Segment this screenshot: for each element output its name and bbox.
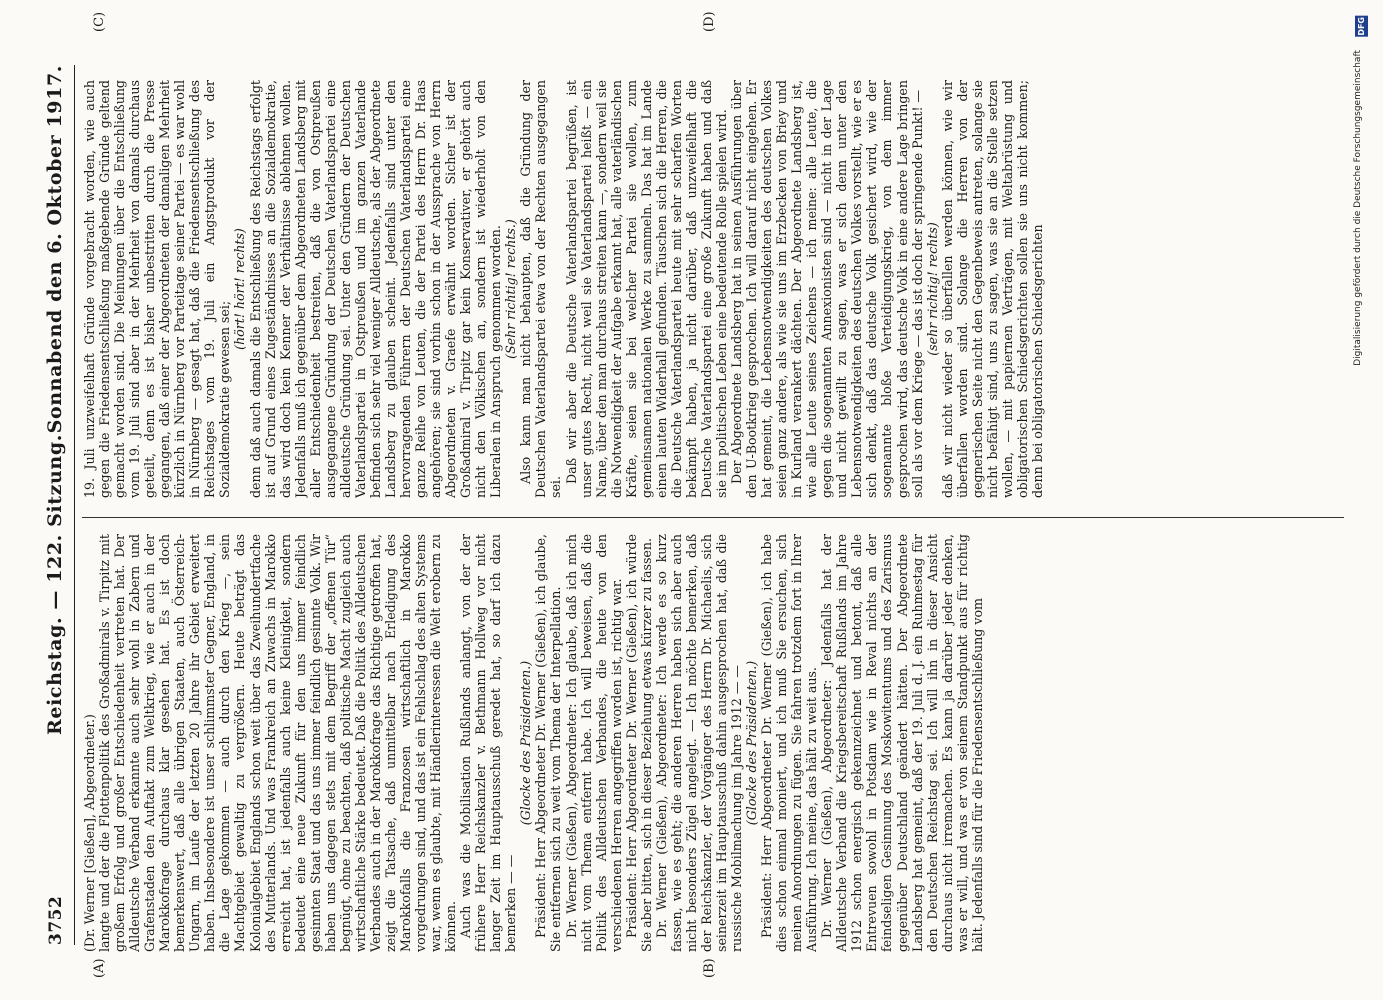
paragraph: Präsident: Herr Abgeordneter Dr. Werner (Gießen), ich habe dies schon einmal moniert, und ich muß Sie ersuchen, sich meinen Anordnungen zu fügen. Sie fahren trotzdem fort in Ihrer Ausführung. Ich meine, das hält zu weit aus.	[759, 534, 820, 952]
paragraph: Dr. Werner (Gießen), Abgeordneter: Ich werde es so kurz fassen, wie es geht; die anderen Herren haben sich aber auch nicht besonders Zügel angelegt. — Ich möchte bemerken, daß der Reichskanzler, der Vorgänger des Herrn Dr. Michaelis, sich seinerzeit im Hauptausschuß dahin ausgesprochen hat, daß die russische Mobilmachung im Jahre 1912 — —	[653, 534, 745, 952]
session-title: Reichstag. — 122. Sitzung.	[44, 434, 66, 735]
interjection: (sehr richtig! rechts)	[924, 222, 940, 356]
paragraph: denn daß auch damals die Entschließung des Reichstags erfolgt ist auf Grund eines Zugeständnisses an die Sozialdemokratie, das wird doch kein Kenner der Verhältnisse ablehnen wollen. Jedenfalls muß ich gegenüber dem Abgeordneten Landsberg mit aller Entschiedenheit bestreiten, daß die von Ostpreußen ausgegangene Gründung der Deutschen Vaterlandspartei eine alldeutsche Gründung sei. Unter den Gründern der Deutschen Vaterlandspartei in Ostpreußen und im ganzen Vaterlande befinden sich sehr viel weniger Alldeutsche, als der Abgeordnete Landsberg zu glauben scheint. Jedenfalls sind unter den hervorragenden Führern der Deutschen Vaterlandspartei eine ganze Reihe von Leuten, die der Partei des Herrn Dr. Haas angehören; sie sind vorhin schon in der Aussprache von Herrn Abgeordneten v. Graefe erwähnt worden. Sicher ist der Großadmiral v. Tirpitz gar kein Konservativer, er gehört auch nicht den Völkischen an, sondern ist wiederholt von den Liberalen in Anspruch genommen worden.	[247, 80, 504, 498]
margin-marker-d: (D)	[702, 11, 717, 32]
page-header	[40, 65, 75, 945]
page-number: 3752	[46, 895, 66, 945]
paragraph: Präsident: Herr Abgeordneter Dr. Werner (Gießen), ich würde Sie aber bitten, sich in dieser Beziehung etwas kürzer zu fassen.	[623, 534, 654, 952]
paragraph: Der Abgeordnete Landsberg hat in seinen Ausführungen über den U-Bootkrieg gesprochen. Ich will darauf nicht eingehen. Er hat gemeint, die Lebensnotwendigkeiten des deutschen Volkes seien ganz andere, als wie sie uns im Erzbecken von Briey und in Kurland verankert dächten. Der Abgeordnete Landsberg ist, wie alle Leute seines Zeichens — ich meine: alle Leute, die gegen die sogenannten Annexionisten sind — nicht in der Lage und nicht gewillt zu sagen, was er sich denn unter den Lebensnotwendigkeiten des deutschen Volkes vorstellt, wie er es sich denkt, daß das deutsche Volk gesichert wird, wie der sogenannte bloße Verteidigungskrieg, von dem immer gesprochen wird, das deutsche Volk in eine andere Lage bringen soll als vor dem Kriege — das ist doch der springende Punkt! —	[729, 80, 925, 498]
dfg-logo: DFG	[1357, 17, 1366, 36]
margin-marker-c: (C)	[92, 11, 107, 32]
paragraph: Auch was die Mobilisation Rußlands anlangt, von der der frühere Herr Reichskanzler v. Bethmann Hollweg vor nicht langer Zeit im Hauptausschuß geredet hat, so darf ich dazu bemerken — —	[458, 534, 519, 952]
session-date: Sonnabend den 6. Oktober 1917.	[44, 65, 66, 434]
paragraph: Dr. Werner (Gießen), Abgeordneter: Ich glaube, daß ich mich nicht vom Thema entfernt habe. Ich will beweisen, daß die Politik des Alldeutschen Verbandes, die heute von den verschiedenen Herren angegriffen worden ist, richtig war.	[563, 534, 624, 952]
interjection: (Glocke des Präsidenten.)	[518, 660, 534, 826]
paragraph: Dr. Werner (Gießen), Abgeordneter: Jedenfalls hat der Alldeutsche Verband die Kriegsbereitschaft Rußlands im Jahre 1912 schon energisch gekennzeichnet und betont, daß alle Entrevuen sowohl in Potsdam wie in Reval nichts an der feindseligen Gesinnung des Moskowitentums und des Zarismus gegenüber Deutschland geändert hätten. Der Abgeordnete Landsberg hat gemeint, daß der 19. Juli d. J. ein Ruhmestag für den Deutschen Reichstag sei. Ich will ihn in dieser Ansicht durchaus nicht irremachen. Es kann ja darüber jeder denken, was er will, und was er von seinem Standpunkt aus für richtig hält. Jedenfalls sind für die Friedensentschließung vom	[819, 534, 985, 952]
speaker-note: (Dr. Werner [Gießen], Abgeordneter.)	[82, 714, 97, 952]
interjection: (Glocke des Präsidenten.)	[744, 660, 760, 826]
column-divider	[82, 517, 1344, 518]
left-column	[82, 534, 1352, 952]
paragraph: 19. Juli unzweifelhaft Gründe vorgebracht worden, wie auch gegen die Friedensentschließung maßgebende Gründe geltend gemacht worden sind. Die Meinungen über die Entschließung vom 19. Juli sind aber in der Mehrheit von damals durchaus geteilt, denn es ist bisher unbestritten durch die Presse gegangen, daß einer der Abgeordneten der damaligen Mehrheit kürzlich in Nürnberg vor Parteitage seiner Partei — es war wohl in Nürnberg — gesagt hat, daß die Friedensentschließung des Reichstages vom 19. Juli ein Angstprodukt vor der Sozialdemokratie gewesen sei;	[82, 80, 233, 498]
paragraph: Also kann man nicht behaupten, daß die Gründung der Deutschen Vaterlandspartei etwa von der Rechten ausgegangen sei.	[518, 80, 564, 498]
digitization-credit	[1353, 10, 1373, 990]
margin-marker-b: (B)	[702, 958, 717, 978]
paragraph: Präsident: Herr Abgeordneter Dr. Werner (Gießen), ich glaube, Sie entfernen sich zu weit vom Thema der Interpellation.	[533, 534, 564, 952]
interjection: (Sehr richtig! rechts.)	[503, 219, 519, 359]
paragraph: daß wir nicht wieder so überfallen werden können, wie wir überfallen worden sind. Solange die Herren von der gegnerischen Seite nicht den Gegenbeweis antreten, solange sie nicht befähigt sind, uns zu sagen, was sie an die Stelle setzen wollen, — mit papiernen Verträgen, mit Weltabrüstung und obligatorischen Schiedsgerichten sollen sie uns nicht kommen; denn bei obligatorischen Schiedsgerichten	[939, 80, 1045, 498]
credit-text: Digitalisierung gefördert durch die Deutsche Forschungsgemeinschaft	[1353, 50, 1363, 366]
right-column	[82, 80, 1352, 498]
margin-marker-a: (A)	[92, 958, 107, 978]
paragraph: langte und der die Flottenpolitik des Großadmirals v. Tirpitz mit großem Erfolg und großer Entschiedenheit vertreten hat. Der Alldeutsche Verband erkannte auch sehr wohl in Zabern und Grafenstaden den Auftakt zum Weltkrieg, wie er auch in der Marokkofrage durchaus klar gesehen hat. Es ist doch bemerkenswert, daß alle übrigen Staaten, auch Österreich-Ungarn, im Laufe der letzten 20 Jahre ihr Gebiet erweitert haben. Insbesondere ist unser schlimmster Gegner, England, in die Lage gekommen — auch durch den Krieg —, sein Machtgebiet gewaltig zu vergrößern. Heute beträgt das Kolonialgebiet Englands schon weit über das Zweihundertfache des Mutterlands. Und was Frankreich an Zuwachs in Marokko erreicht hat, ist jedenfalls auch keine Kleinigkeit, sondern bedeutet eine neue Zukunft für den uns immer feindlich gesinnten Staat und das uns immer feindlich gesinnte Volk. Wir haben uns dagegen stets mit dem Begriff der „offenen Tür“ begnügt, ohne zu beachten, daß politische Macht zugleich auch wirtschaftliche Stärke bedeutet. Daß die Politik des Alldeutschen Verbandes auch in der Marokkofrage das Richtige getroffen hat, zeigt die Tatsache, daß unmittelbar nach Erledigung des Marokkofalls die Franzosen wirtschaftlich in Marokko vorgedrungen sind, und das ist ein Fehlschlag des alten Systems war, wenn es glaubte, mit Händlerinteressen die Welt erobern zu können.	[97, 534, 459, 952]
interjection: (hört! hört! rechts)	[232, 228, 248, 350]
paragraph: Daß wir aber die Deutsche Vaterlandspartei begrüßen, ist unser gutes Recht, nicht weil sie Vaterlandspartei heißt — ein Name, über den man durchaus streiten kann —, sondern weil sie die Notwendigkeit der Aufgabe erkannt hat, alle vaterländischen Kräfte, seien sie bei welcher Partei sie wollen, zum gemeinsamen nationalen Werke zu sammeln. Das hat im Lande einen lauten Widerhall gefunden. Täuschen sich die Herren, die die Deutsche Vaterlandspartei heute mit sehr scharfen Worten bekämpft haben, ja nicht darüber, daß unzweifelhaft die Deutsche Vaterlandspartei eine große Zukunft haben und daß sie im politischen Leben eine bedeutende Rolle spielen wird.	[563, 80, 729, 498]
